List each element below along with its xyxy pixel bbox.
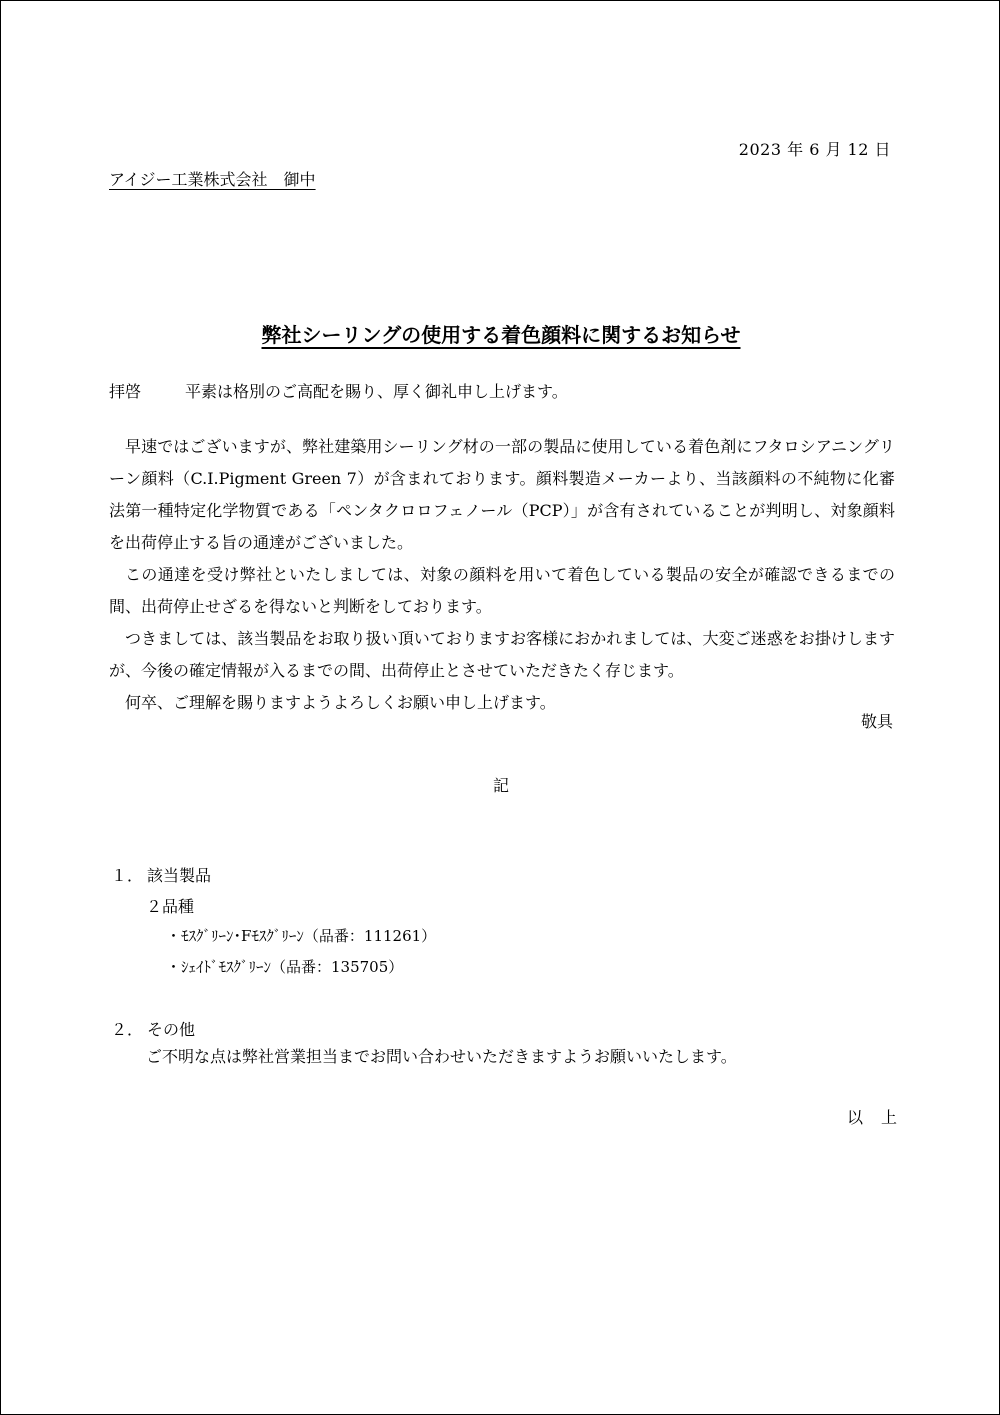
closing-keigu: 敬具 (860, 712, 893, 731)
section-2-title: その他 (147, 1020, 196, 1039)
recipient: アイジー工業株式会社 御中 (109, 170, 316, 189)
document-title: 弊社シーリングの使用する着色顔料に関するお知らせ (261, 323, 741, 347)
end-mark: 以上 (846, 1108, 915, 1127)
section-1-heading (111, 863, 211, 886)
body-paragraph: この通達を受け弊社といたしましては、対象の顔料を用いて着色している製品の安全が確認できるまでの間、出荷停止せざるを得ないと判断をしております。 (109, 565, 895, 616)
greeting-line (109, 379, 568, 402)
section-2-number: ２． (111, 1020, 144, 1039)
body-paragraph: 何卒、ご理解を賜りますようよろしくお願い申し上げます。 (125, 693, 556, 712)
section-1-number: １． (111, 866, 144, 885)
body-text (109, 431, 895, 719)
product-item: ・ﾓｽｸﾞﾘｰﾝ･Fﾓｽｸﾞﾘｰﾝ（品番：111261） (166, 927, 437, 945)
product-count: ２品種 (146, 897, 195, 916)
body-paragraph: つきましては、該当製品をお取り扱い頂いておりますお客様におかれましては、大変ご迷惑をお掛けしますが、今後の確定情報が入るまでの間、出荷停止とさせていただきたく存じます。 (109, 629, 895, 680)
body-paragraph: 早速ではございますが、弊社建築用シーリング材の一部の製品に使用している着色剤にフタロシアニングリーン顔料（C.I.Pigment Green 7）が含まれております。顔料製造メーカーより、当該顔料の不純物に化審法第一種特定化学物質である「ペンタクロロフェノール（PCP）」が含有されていることが判明し、対象顔料を出荷停止する旨の通達がございました。 (109, 437, 895, 552)
document-date: 2023 年 6 月 12 日 (738, 140, 891, 159)
greeting-text: 平素は格別のご高配を賜り、厚く御礼申し上げます。 (185, 382, 568, 401)
section-1-title: 該当製品 (147, 866, 212, 885)
section-2-heading (111, 1017, 195, 1040)
ki-heading: 記 (492, 776, 509, 795)
product-item: ・ｼｪｲﾄﾞﾓｽｸﾞﾘｰﾝ（品番：135705） (166, 958, 404, 976)
section-2-text: ご不明な点は弊社営業担当までお問い合わせいただきますようお願いいたします。 (146, 1047, 737, 1066)
greeting-opening: 拝啓 (109, 382, 142, 401)
